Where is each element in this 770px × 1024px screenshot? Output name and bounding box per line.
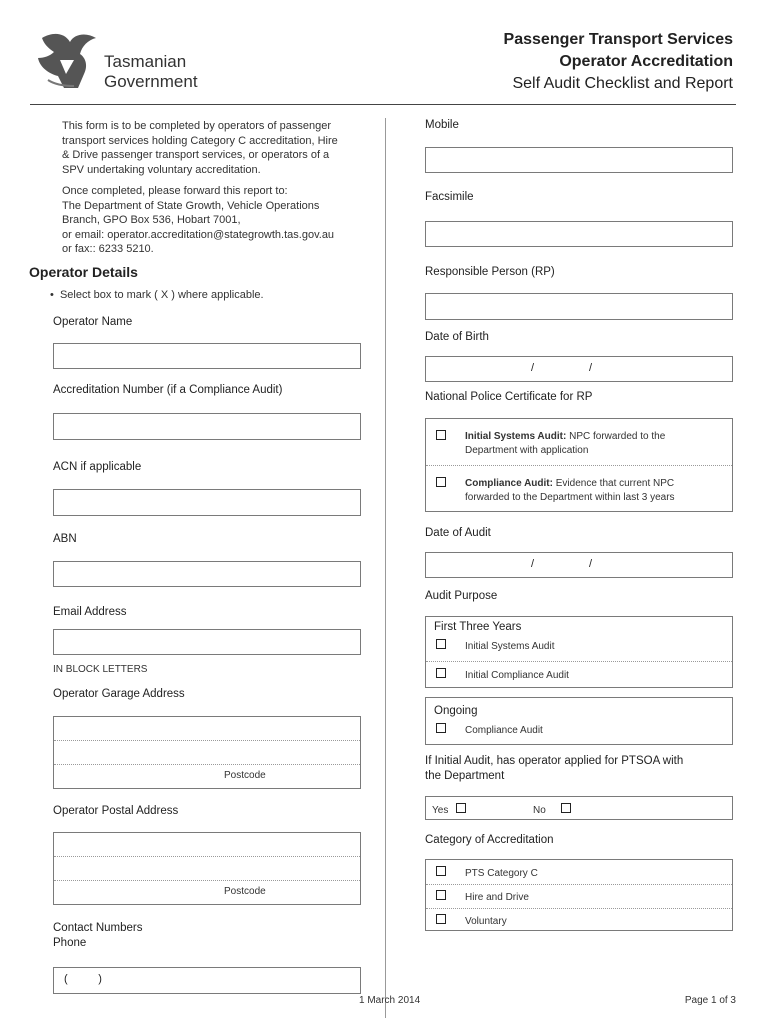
initial-compliance-audit-label: Initial Compliance Audit	[465, 670, 569, 681]
postal-address-line	[54, 880, 360, 881]
contact-numbers-label: Contact Numbers	[53, 922, 143, 934]
operator-name-field[interactable]	[53, 343, 361, 369]
ptsoa-question: If Initial Audit, has operator applied for PTSOA with the Department	[425, 755, 684, 782]
npc-initial-systems-text: Initial Systems Audit: NPC forwarded to the Department with application	[465, 431, 666, 456]
audit-date-separator: /	[531, 558, 535, 570]
garage-postcode-label: Postcode	[224, 770, 266, 781]
garage-address-line	[54, 764, 360, 765]
date-of-audit-label: Date of Audit	[425, 527, 491, 539]
garage-address-line	[54, 740, 360, 741]
audit-date-separator: /	[589, 558, 593, 570]
initial-compliance-audit-checkbox[interactable]	[436, 668, 446, 678]
category-hire-drive-checkbox[interactable]	[436, 890, 446, 900]
tasmanian-devil-icon	[34, 30, 102, 94]
category-voluntary-checkbox[interactable]	[436, 914, 446, 924]
initial-systems-audit-checkbox[interactable]	[436, 639, 446, 649]
category-pts-c-checkbox[interactable]	[436, 866, 446, 876]
ptsoa-yes-label: Yes	[432, 805, 449, 816]
intro-paragraph-2: Once completed, please forward this report to: The Department of State Growth, Vehicle Operations Branch, GPO Box 536, Hobart 7001, or email: operator.accreditation@stategrowth.tas.gov.au or fax:: 6233 5210.	[62, 185, 335, 255]
garage-address-field[interactable]	[53, 716, 361, 789]
postal-address-line	[54, 856, 360, 857]
category-hire-drive-label: Hire and Drive	[465, 892, 529, 903]
header-divider	[30, 104, 736, 105]
column-divider	[385, 118, 386, 1018]
phone-area-code: ( )	[64, 973, 102, 985]
category-divider	[426, 908, 732, 909]
header-title2: Operator Accreditation	[559, 53, 733, 70]
responsible-person-field[interactable]	[425, 293, 733, 320]
category-label: Category of Accreditation	[425, 834, 554, 846]
operator-name-label: Operator Name	[53, 316, 133, 328]
dob-label: Date of Birth	[425, 331, 489, 343]
category-pts-c-label: PTS Category C	[465, 868, 538, 879]
dob-field[interactable]	[425, 356, 733, 382]
accreditation-number-label: Accreditation Number (if a Compliance Audit)	[53, 384, 283, 396]
initial-systems-audit-label: Initial Systems Audit	[465, 641, 555, 652]
ongoing-label: Ongoing	[434, 705, 478, 717]
logo-line2: Government	[104, 72, 198, 91]
compliance-audit-label: Compliance Audit	[465, 725, 543, 736]
acn-label: ACN if applicable	[53, 461, 142, 473]
logo-line1: Tasmanian	[104, 52, 187, 71]
email-label: Email Address	[53, 606, 127, 618]
acn-field[interactable]	[53, 489, 361, 516]
section-title: Operator Details	[29, 264, 138, 280]
postal-postcode-label: Postcode	[224, 886, 266, 897]
npc-initial-systems-checkbox[interactable]	[436, 430, 446, 440]
footer-date: 1 March 2014	[359, 995, 421, 1006]
header-title1: Passenger Transport Services	[503, 31, 733, 48]
postal-address-label: Operator Postal Address	[53, 805, 179, 817]
instruction-bullet: • Select box to mark ( X ) where applicable.	[50, 289, 264, 301]
npc-label: National Police Certificate for RP	[425, 391, 593, 403]
responsible-person-label: Responsible Person (RP)	[425, 266, 555, 278]
npc-compliance-checkbox[interactable]	[436, 477, 446, 487]
ptsoa-answer-box	[425, 796, 733, 820]
category-divider	[426, 884, 732, 885]
block-letters-note: IN BLOCK LETTERS	[53, 664, 148, 675]
mobile-field[interactable]	[425, 147, 733, 173]
footer-page-number: Page 1 of 3	[684, 995, 736, 1006]
phone-label: Phone	[53, 937, 87, 949]
ptsoa-yes-checkbox[interactable]	[456, 803, 466, 813]
intro-paragraph-1: This form is to be completed by operators of passenger transport services holding Category C accreditation, Hire & Drive passenger transport services, or operators of a SPV undertaking voluntary accreditation.	[62, 120, 338, 176]
ptsoa-no-label: No	[533, 805, 546, 816]
first-three-years-label: First Three Years	[434, 621, 522, 633]
mobile-label: Mobile	[425, 119, 459, 131]
dob-separator: /	[531, 362, 535, 374]
compliance-audit-checkbox[interactable]	[436, 723, 446, 733]
audit-purpose-label: Audit Purpose	[425, 590, 498, 602]
dob-separator: /	[589, 362, 593, 374]
tasmanian-government-logo	[34, 30, 214, 94]
facsimile-field[interactable]	[425, 221, 733, 247]
facsimile-label: Facsimile	[425, 191, 474, 203]
npc-compliance-text: Compliance Audit: Evidence that current NPC forwarded to the Department within last 3 years	[465, 478, 675, 503]
first-three-years-divider	[426, 661, 732, 662]
garage-address-label: Operator Garage Address	[53, 688, 185, 700]
header-subtitle: Self Audit Checklist and Report	[512, 75, 733, 92]
abn-field[interactable]	[53, 561, 361, 587]
abn-label: ABN	[53, 533, 77, 545]
email-field[interactable]	[53, 629, 361, 655]
date-of-audit-field[interactable]	[425, 552, 733, 578]
postal-address-field[interactable]	[53, 832, 361, 905]
npc-options-divider	[426, 465, 732, 466]
ptsoa-no-checkbox[interactable]	[561, 803, 571, 813]
category-voluntary-label: Voluntary	[465, 916, 507, 927]
accreditation-number-field[interactable]	[53, 413, 361, 440]
